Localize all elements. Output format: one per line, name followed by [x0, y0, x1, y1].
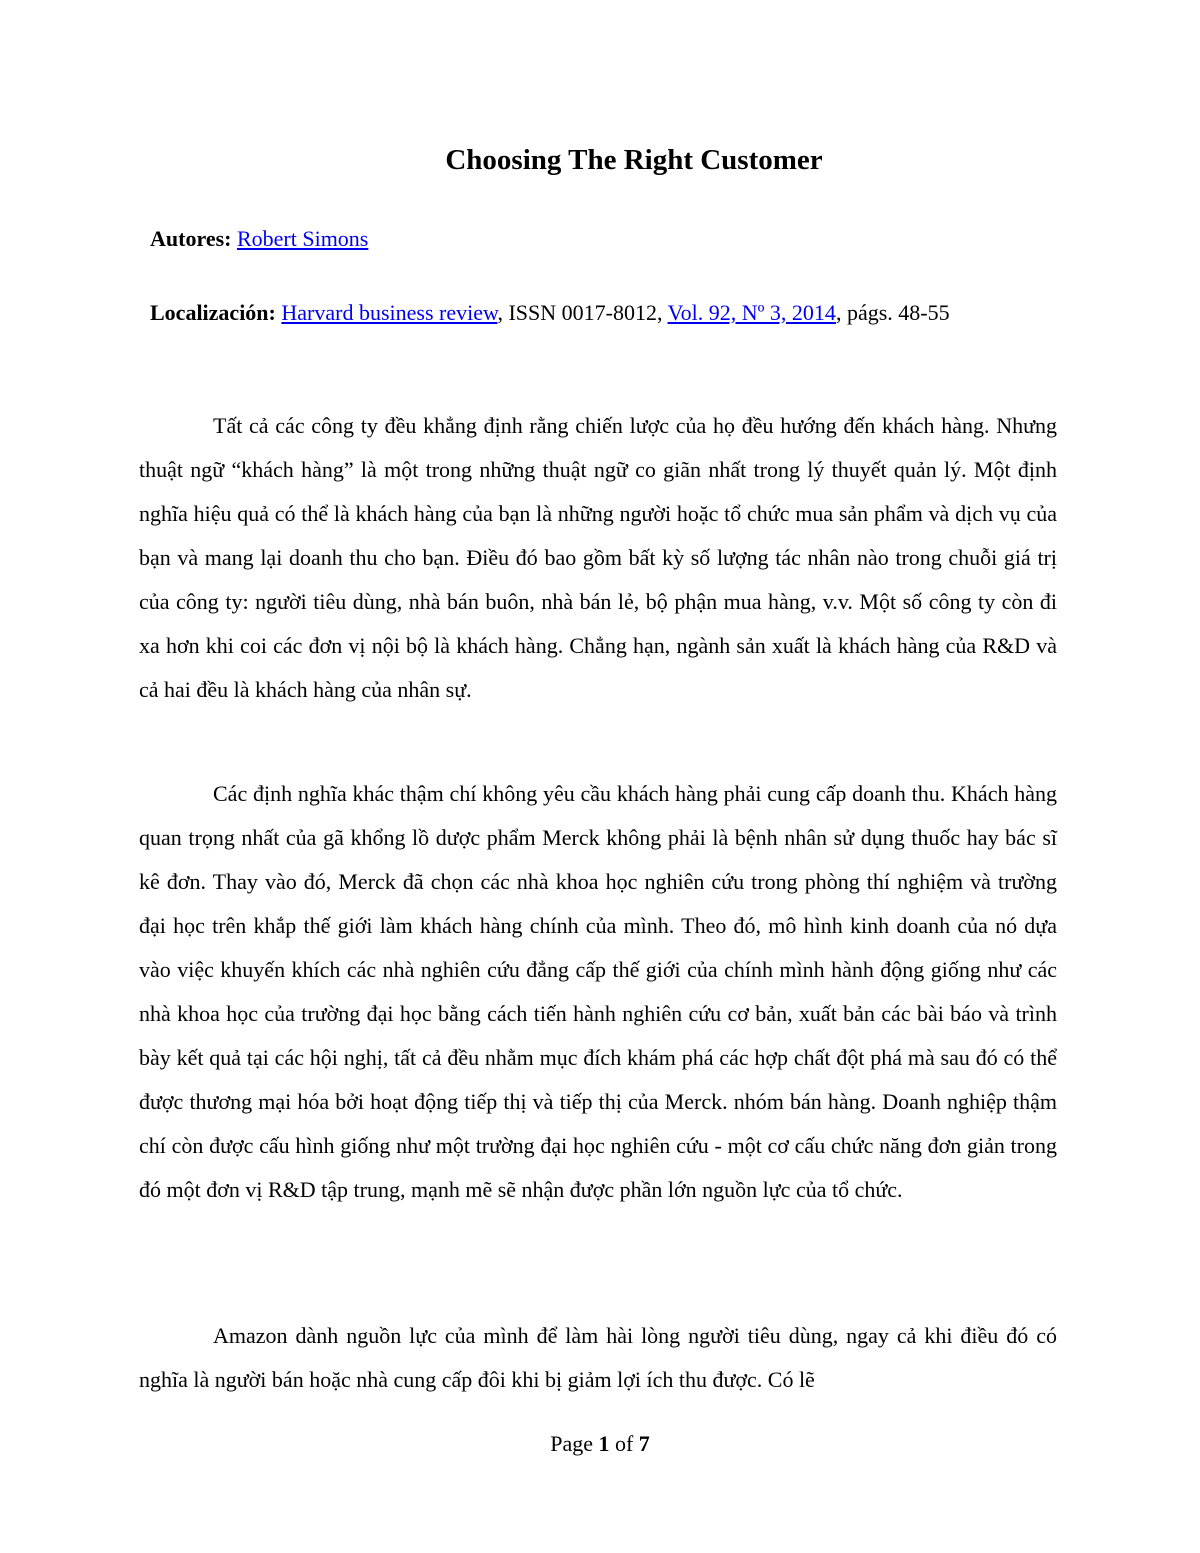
page-total: 7 [638, 1431, 650, 1456]
body-paragraph-3: Amazon dành nguồn lực của mình để làm hài lòng người tiêu dùng, ngay cả khi điều đó có nghĩa là người bán hoặc nhà cung cấp đôi khi bị giảm lợi ích thu được. Có lẽ [139, 1323, 1057, 1392]
location-line [150, 291, 1196, 334]
authors-line [150, 219, 1060, 259]
pages-text: , págs. 48-55 [835, 300, 950, 325]
volume-link[interactable]: Vol. 92, Nº 3, 2014 [667, 300, 836, 325]
journal-link[interactable]: Harvard business review [281, 300, 498, 325]
issn-text: , ISSN 0017-8012, [497, 300, 668, 325]
author-link[interactable]: Robert Simons [236, 226, 369, 251]
location-label: Localización: [150, 300, 276, 325]
document-title: Choosing The Right Customer [445, 144, 823, 176]
of-word: of [614, 1431, 634, 1456]
page-word: Page [550, 1431, 593, 1456]
authors-label: Autores: [150, 226, 232, 251]
body-paragraph-2: Các định nghĩa khác thậm chí không yêu cầu khách hàng phải cung cấp doanh thu. Khách hàng quan trọng nhất của gã khổng lồ dược phẩm Merck không phải là bệnh nhân sử dụng thuốc hay bác sĩ kê đơn. Thay vào đó, Merck đã chọn các nhà khoa học nghiên cứu trong phòng thí nghiệm và trường đại học trên khắp thế giới làm khách hàng chính của mình. Theo đó, mô hình kinh doanh của nó dựa vào việc khuyến khích các nhà nghiên cứu đẳng cấp thế giới của chính mình hành động giống như các nhà khoa học của trường đại học bằng cách tiến hành nghiên cứu cơ bản, xuất bản các bài báo và trình bày kết quả tại các hội nghị, tất cả đều nhằm mục đích khám phá các hợp chất đột phá mà sau đó có thể được thương mại hóa bởi hoạt động tiếp thị và tiếp thị của Merck. nhóm bán hàng. Doanh nghiệp thậm chí còn được cấu hình giống như một trường đại học nghiên cứu - một cơ cấu chức năng đơn giản trong đó một đơn vị R&D tập trung, mạnh mẽ sẽ nhận được phần lớn nguồn lực của tổ chức. [139, 781, 1057, 1202]
body-paragraph-1: Tất cả các công ty đều khẳng định rằng chiến lược của họ đều hướng đến khách hàng. Nhưng thuật ngữ “khách hàng” là một trong những thuật ngữ co giãn nhất trong lý thuyết quản lý. Một định nghĩa hiệu quả có thể là khách hàng của bạn là những người hoặc tổ chức mua sản phẩm và dịch vụ của bạn và mang lại doanh thu cho bạn. Điều đó bao gồm bất kỳ số lượng tác nhân nào trong chuỗi giá trị của công ty: người tiêu dùng, nhà bán buôn, nhà bán lẻ, bộ phận mua hàng, v.v. Một số công ty còn đi xa hơn khi coi các đơn vị nội bộ là khách hàng. Chẳng hạn, ngành sản xuất là khách hàng của R&D và cả hai đều là khách hàng của nhân sự. [139, 413, 1057, 702]
page-current: 1 [598, 1431, 610, 1456]
page-footer [0, 1426, 1200, 1462]
